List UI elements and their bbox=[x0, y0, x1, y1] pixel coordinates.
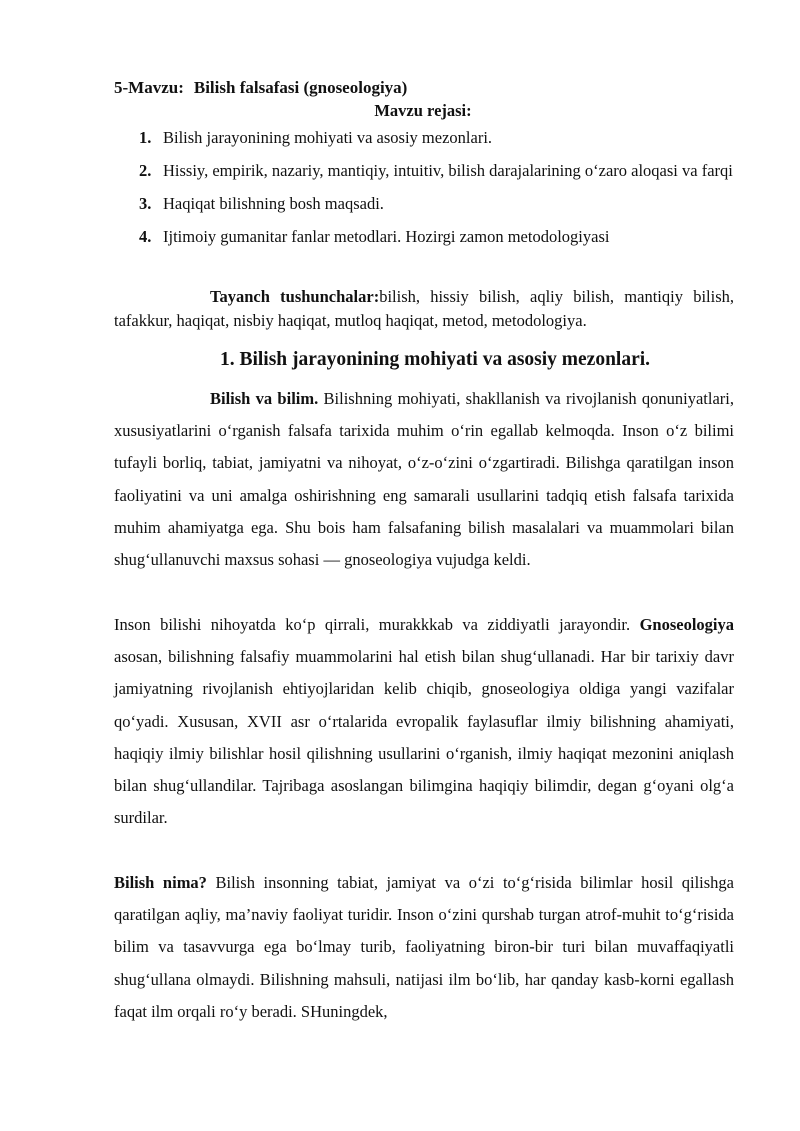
plan-item-text: Bilish jarayonining mohiyati va asosiy mezonlari. bbox=[163, 128, 493, 147]
document-title bbox=[114, 77, 407, 99]
plan-item-number: 4. bbox=[139, 227, 152, 246]
section-heading bbox=[0, 345, 800, 375]
paragraph-lead: Bilish va bilim. bbox=[210, 389, 319, 408]
body-paragraph bbox=[114, 867, 734, 1028]
paragraph-bold-term: Gnoseologiya bbox=[639, 615, 734, 634]
plan-item-number: 1. bbox=[139, 128, 152, 147]
topic-number: 5-Mavzu: bbox=[114, 78, 184, 97]
paragraph-text: Bilish insonning tabiat, jamiyat va o‘zi to‘g‘risida bilimlar hosil qilishga qaratilgan aqliy, ma’naviy faoliyat turidir. Inson o‘zini qurshab turgan atrof-muhit to‘g‘risida bilim va tasavvurga ega bo‘lmay turib, faoliyatning biron-bir turi bilan muvaffaqiyatli shug‘ullana olmaydi. Bilishning mahsuli, natijasi ilm bo‘lib, har qanday kasb-korni egallash faqat ilm orqali ro‘y beradi. SHuningdek, bbox=[114, 873, 734, 1021]
keywords-paragraph bbox=[114, 285, 734, 333]
keywords-label: Tayanch tushunchalar: bbox=[210, 287, 380, 306]
section-title: Bilish jarayonining mohiyati va asosiy mezonlari. bbox=[239, 349, 651, 370]
body-paragraph bbox=[114, 383, 734, 576]
topic-title: Bilish falsafasi (gnoseologiya) bbox=[193, 78, 408, 97]
plan-item-number: 2. bbox=[139, 161, 152, 180]
plan-item bbox=[139, 121, 733, 154]
plan-item bbox=[139, 187, 733, 220]
section-number: 1. bbox=[219, 349, 235, 370]
plan-item bbox=[139, 154, 733, 187]
paragraph-text: asosan, bilishning falsafiy muammolarini hal etish bilan shug‘ullanadi. Har bir tarixiy davr jamiyatning rivojlanish ehtiyojlaridan kelib chiqib, gnoseologiya oldiga yangi vazifalar qo‘yadi. Xususan, XVII asr o‘rtalarida evropalik faylasuflar ilmiy bilishning ahamiyati, haqiqiy ilmiy bilishlar hosil qilishning usullarini o‘rganish, ilmiy haqiqat mezonini aniqlash bilan shug‘ullandilar. Tajribaga asoslangan bilimgina haqiqiy bilimdir, degan g‘oyani olg‘a surdilar. bbox=[114, 647, 734, 828]
plan-item-text: Hissiy, empirik, nazariy, mantiqiy, intuitiv, bilish darajalarining o‘zaro aloqasi va farqi bbox=[163, 161, 733, 180]
plan-item-text: Ijtimoiy gumanitar fanlar metodlari. Hozirgi zamon metodologiyasi bbox=[163, 227, 610, 246]
plan-item bbox=[139, 220, 733, 253]
paragraph-lead: Bilish nima? bbox=[114, 873, 207, 892]
plan-item-text: Haqiqat bilishning bosh maqsadi. bbox=[163, 194, 384, 213]
paragraph-text: Bilishning mohiyati, shakllanish va rivojlanish qonuniyatlari, xususiyatlarini o‘rganish falsafa tarixida muhim o‘rin egallab kelmoqda. Inson o‘z bilimi tufayli borliq, tabiat, jamiyatni va nihoyat, o‘z-o‘zini o‘zgartiradi. Bilishga qaratilgan inson faoliyatini va uni amalga oshirishning eng samarali usullarini tadqiq etish falsafa tarixida muhim ahamiyatga ega. Shu bois ham falsafaning bilish masalalari va muammolari bilan shug‘ullanuvchi maxsus sohasi — gnoseologiya vujudga keldi. bbox=[114, 389, 735, 570]
body-paragraph bbox=[114, 609, 734, 834]
plan-list bbox=[139, 121, 733, 253]
plan-heading: Mavzu rejasi: bbox=[374, 101, 472, 120]
plan-item-number: 3. bbox=[139, 194, 152, 213]
keywords-text: bilish, hissiy bilish, aqliy bilish, mantiqiy bilish, tafakkur, haqiqat, nisbiy haqiqat, mutloq haqiqat, metod, metodologiya. bbox=[114, 287, 734, 330]
paragraph-pre: Inson bilishi nihoyatda ko‘p qirrali, murakkkab va ziddiyatli jarayondir. bbox=[114, 615, 640, 634]
